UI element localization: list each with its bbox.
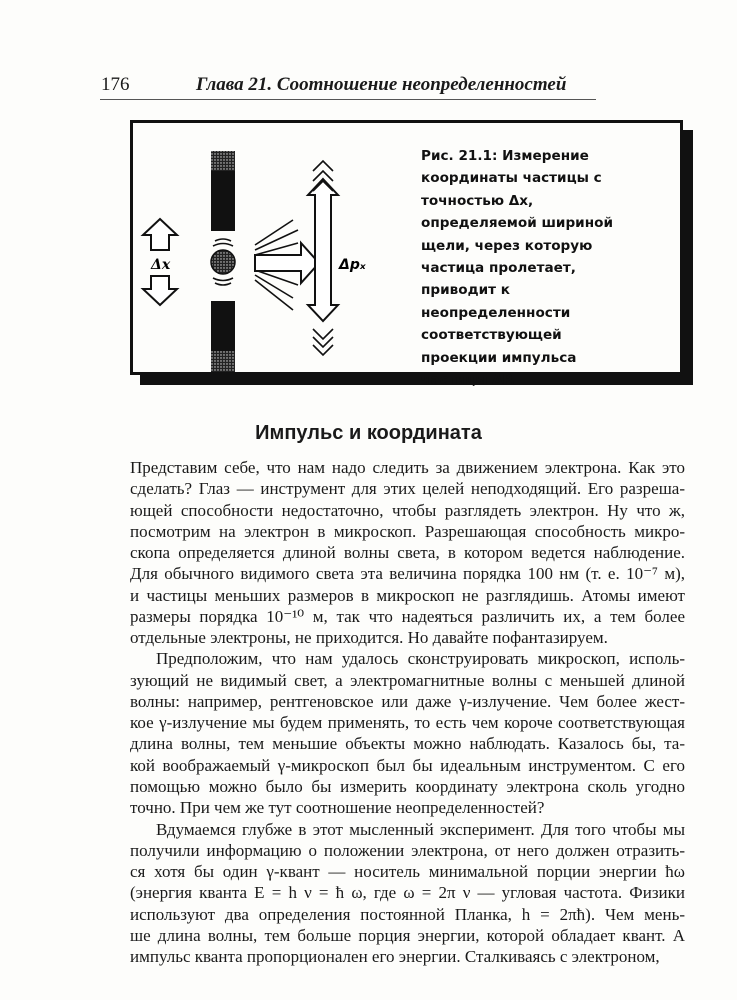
caption-line: частицы ΔP. <box>421 372 516 389</box>
text-line: сделать? Глаз — инструмент для этих целей неподходящий. Его разреша- <box>130 479 685 499</box>
figure-caption <box>421 145 613 391</box>
caption-line: щели, через которую <box>421 237 593 254</box>
text-line: Предположим, что нам удалось сконструировать микроскоп, исполь- <box>156 649 685 669</box>
text-line: и частицы меньших размеров в микроскоп не разглядишь. Атомы имеют <box>130 585 685 605</box>
text-line: импульс кванта пропорционален его энергии. Сталкиваясь с электроном, <box>130 947 660 967</box>
slit-bottom-wall <box>211 301 235 372</box>
text-line: точно. При чем же тут соотношение неопределенностей? <box>130 798 545 818</box>
text-line: Вдумаемся глубже в этот мысленный эксперимент. Для того чтобы мы <box>156 819 685 839</box>
caption-line: соответствующей <box>421 327 562 344</box>
figure-21-1 <box>130 120 683 389</box>
caption-line: приводит к <box>421 282 510 299</box>
text-line: используют два определения постоянной Планка, h = 2πħ). Чем мень- <box>130 904 685 924</box>
text-line: длина волны, тем меньшие объекты можно наблюдать. Казалось бы, та- <box>130 734 685 754</box>
caption-line: проекции импульса <box>421 349 577 366</box>
body-text <box>130 457 685 967</box>
text-line: получили информацию о положении электрона, от него должен отразить- <box>130 840 685 860</box>
text-line: ся хотя бы один γ-квант — носитель минимальной порции энергии ħω <box>130 862 685 882</box>
delta-p-label: Δpₓ <box>339 257 366 273</box>
momentum-double-arrow-icon <box>308 179 338 321</box>
text-line: (энергия кванта E = h ν = ħ ω, где ω = 2π ν — угловая частота. Физики <box>130 883 685 903</box>
caption-line: определяемой шириной <box>421 215 613 232</box>
right-arrow-icon <box>255 243 319 283</box>
text-line: ше длина волны, тем больше порция энергии, которой обладает квант. А <box>130 925 685 945</box>
slit-top-wall <box>211 151 235 231</box>
section-heading: Импульс и координата <box>255 422 482 444</box>
text-line: скопа определяется длиной волны света, в котором ведется наблюдение. <box>130 543 685 563</box>
text-line: кое γ-излучение мы будем применять, то есть чем короче соответствующая <box>130 713 685 733</box>
up-arrow-icon <box>143 219 177 250</box>
text-line: ющей способности недостаточно, чтобы разглядеть электрон. Ну что ж, <box>130 500 685 520</box>
caption-line: Рис. 21.1: Измерение <box>421 148 589 164</box>
running-title: Глава 21. Соотношение неопределенностей <box>196 74 567 95</box>
down-arrow-icon <box>143 276 177 305</box>
caption-line: точностью Δx, <box>421 192 534 209</box>
text-line: размеры порядка 10⁻¹⁰ м, так что надеяться различить их, а тем более <box>130 606 685 626</box>
header-rule <box>100 99 596 100</box>
text-line: зующий не видимый свет, а электромагнитные волны с меньшей длиной <box>130 670 685 690</box>
text-line: отдельные электроны, не приходится. Но давайте пофантазируем. <box>130 628 608 648</box>
delta-x-label: Δx <box>151 257 171 273</box>
caption-line: частица пролетает, <box>421 260 576 277</box>
text-line: посмотрим на электрон в микроскоп. Разрешающая способность микро- <box>130 521 685 541</box>
slit-diagram <box>133 123 423 372</box>
text-line: Для обычного видимого света эта величина порядка 100 нм (т. е. 10⁻⁷ м), <box>130 564 685 584</box>
text-line: помощью можно было бы измерить координату электрона сколь угодно <box>130 776 685 796</box>
caption-line: неопределенности <box>421 304 571 321</box>
caption-line: координаты частицы с <box>421 170 602 187</box>
text-line: волны: например, рентгеновское или даже γ-излучение. Чем более жест- <box>130 691 685 711</box>
text-line: кой воображаемый γ-микроскоп был бы идеальным инструментом. С его <box>130 755 685 775</box>
text-line: Представим себе, что нам надо следить за движением электрона. Как это <box>130 458 685 477</box>
particle-icon <box>211 250 235 274</box>
page-number: 176 <box>101 74 130 95</box>
